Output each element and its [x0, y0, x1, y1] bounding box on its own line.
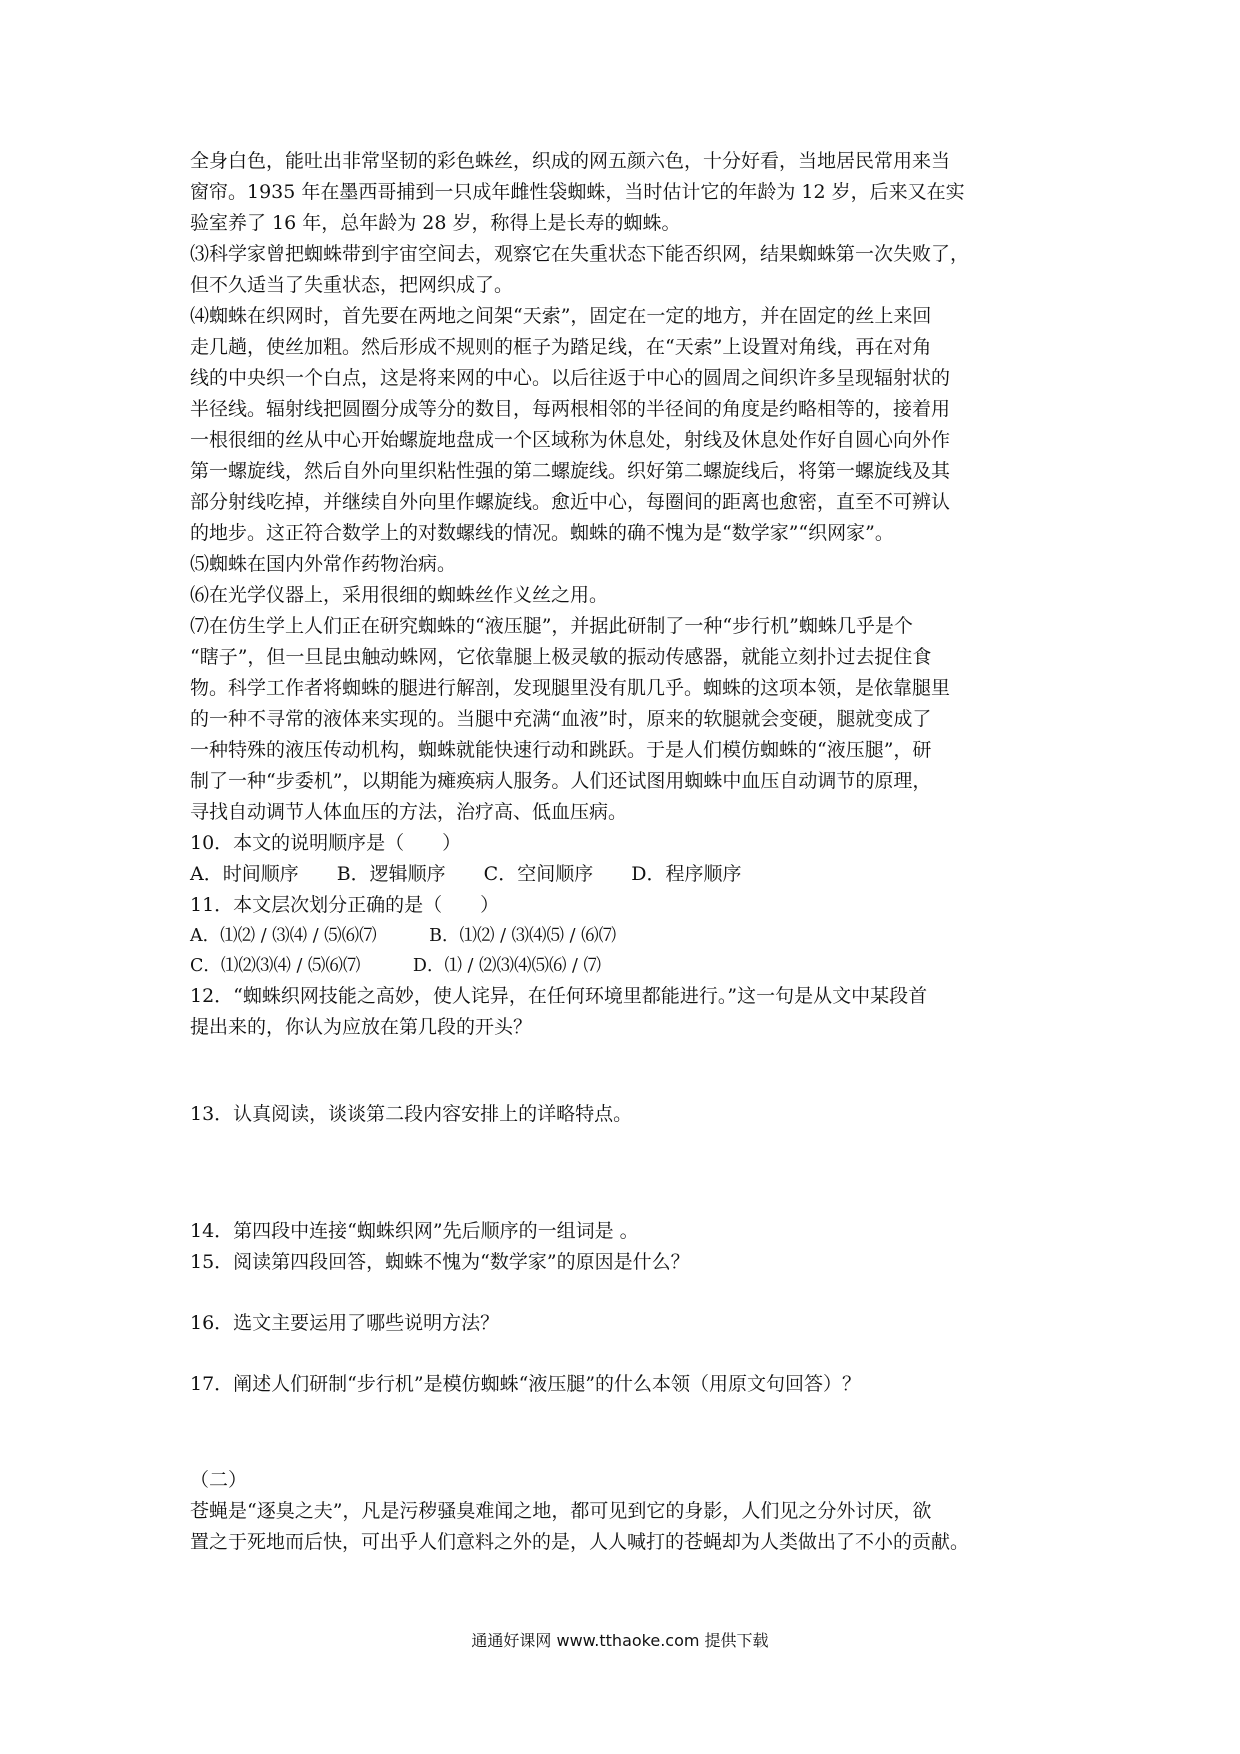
passage-line: 第一螺旋线，然后自外向里织粘性强的第二螺旋线。织好第二螺旋线后，将第一螺旋线及其 — [190, 460, 951, 482]
question-17: 17．阐述人们研制“步行机”是模仿蜘蛛“液压腿”的什么本领（用原文句回答）？ — [190, 1373, 862, 1395]
passage-line: ⑺在仿生学上人们正在研究蜘蛛的“液压腿”，并据此研制了一种“步行机”蜘蛛几乎是个 — [190, 615, 913, 637]
question-12-line2: 提出来的，你认为应放在第几段的开头？ — [190, 1016, 533, 1038]
page-footer: 通通好课网 www.tthaoke.com 提供下载 — [471, 1631, 769, 1650]
document-page — [190, 147, 1052, 1559]
passage-line: 物。科学工作者将蜘蛛的腿进行解剖，发现腿里没有肌几乎。蜘蛛的这项本领，是依靠腿里 — [190, 677, 951, 699]
question-14: 14．第四段中连接“蜘蛛织网”先后顺序的一组词是 。 — [190, 1220, 639, 1242]
section-2-heading: （二） — [190, 1469, 248, 1491]
question-10-options: A．时间顺序 B．逻辑顺序 C．空间顺序 D．程序顺序 — [190, 863, 742, 885]
section-2 — [190, 1466, 1052, 1559]
passage-line: ⑹在光学仪器上，采用很细的蜘蛛丝作义丝之用。 — [190, 584, 609, 606]
passage-line: ⑷蜘蛛在织网时，首先要在两地之间架“天索”，固定在一定的地方，并在固定的丝上来回 — [190, 305, 932, 327]
answer-space — [190, 1340, 1052, 1370]
question-16: 16．选文主要运用了哪些说明方法？ — [190, 1312, 500, 1334]
question-12-line1: 12．“蜘蛛织网技能之高妙，使人诧异，在任何环境里都能进行。”这一句是从文中某段首 — [190, 985, 928, 1007]
passage-line: 寻找自动调节人体血压的方法，治疗高、低血压病。 — [190, 801, 628, 823]
passage-line: 一种特殊的液压传动机构，蜘蛛就能快速行动和跳跃。于是人们模仿蜘蛛的“液压腿”，研 — [190, 739, 932, 761]
passage-line: 线的中央织一个白点，这是将来网的中心。以后往返于中心的圆周之间织许多呈现辐射状的 — [190, 367, 951, 389]
answer-space — [190, 1187, 1052, 1217]
passage-line: ⑶科学家曾把蜘蛛带到宇宙空间去，观察它在失重状态下能否织网，结果蜘蛛第一次失败了， — [190, 243, 970, 265]
passage-line: 全身白色，能吐出非常坚韧的彩色蛛丝，织成的网五颜六色，十分好看，当地居民常用来当 — [190, 150, 951, 172]
passage-line: 一根很细的丝从中心开始螺旋地盘成一个区域称为休息处，射线及休息处作好自圆心向外作 — [190, 429, 951, 451]
answer-space — [190, 1044, 1052, 1100]
passage-line: 的一种不寻常的液体来实现的。当腿中充满“血液”时，原来的软腿就会变硬，腿就变成了 — [190, 708, 932, 730]
passage-line: ⑸蜘蛛在国内外常作药物治病。 — [190, 553, 457, 575]
questions — [190, 829, 1052, 1466]
answer-space — [190, 1131, 1052, 1187]
passage-line: “瞎子”，但一旦昆虫触动蛛网，它依靠腿上极灵敏的振动传感器，就能立刻扑过去捉住食 — [190, 646, 932, 668]
passage-line: 制了一种“步委机”，以期能为瘫痪病人服务。人们还试图用蜘蛛中血压自动调节的原理， — [190, 770, 932, 792]
passage-line: 窗帘。1935 年在墨西哥捕到一只成年雌性袋蜘蛛，当时估计它的年龄为 12 岁，后来又在实 — [190, 181, 965, 203]
passage-line: 部分射线吃掉，并继续自外向里作螺旋线。愈近中心，每圈间的距离也愈密，直至不可辨认 — [190, 491, 951, 513]
passage-line: 的地步。这正符合数学上的对数螺线的情况。蜘蛛的确不愧为是“数学家”“织网家”。 — [190, 522, 894, 544]
question-11-options-ab: A．⑴⑵ / ⑶⑷ / ⑸⑹⑺ B．⑴⑵ / ⑶⑷⑸ / ⑹⑺ — [190, 926, 617, 946]
passage-1 — [190, 147, 1052, 829]
question-11-options-cd: C．⑴⑵⑶⑷ / ⑸⑹⑺ D．⑴ / ⑵⑶⑷⑸⑹ / ⑺ — [190, 956, 601, 976]
passage-line: 半径线。辐射线把圆圈分成等分的数目，每两根相邻的半径间的角度是约略相等的，接着用 — [190, 398, 951, 420]
answer-space — [190, 1279, 1052, 1309]
section-2-line: 苍蝇是“逐臭之夫”，凡是污秽骚臭难闻之地，都可见到它的身影，人们见之分外讨厌，欲 — [190, 1500, 932, 1522]
answer-space — [190, 1401, 1052, 1466]
passage-line: 验室养了 16 年，总年龄为 28 岁，称得上是长寿的蜘蛛。 — [190, 212, 681, 234]
question-11: 11．本文层次划分正确的是（ ） — [190, 894, 500, 916]
section-2-line: 置之于死地而后快，可出乎人们意料之外的是，人人喊打的苍蝇却为人类做出了不小的贡献。 — [190, 1531, 970, 1553]
question-13: 13．认真阅读，谈谈第二段内容安排上的详略特点。 — [190, 1103, 633, 1125]
passage-line: 走几趟，使丝加粗。然后形成不规则的框子为踏足线，在“天索”上设置对角线，再在对角 — [190, 336, 932, 358]
passage-line: 但不久适当了失重状态，把网织成了。 — [190, 274, 514, 296]
question-15: 15．阅读第四段回答，蜘蛛不愧为“数学家”的原因是什么？ — [190, 1251, 690, 1273]
question-10: 10．本文的说明顺序是（ ） — [190, 832, 462, 854]
